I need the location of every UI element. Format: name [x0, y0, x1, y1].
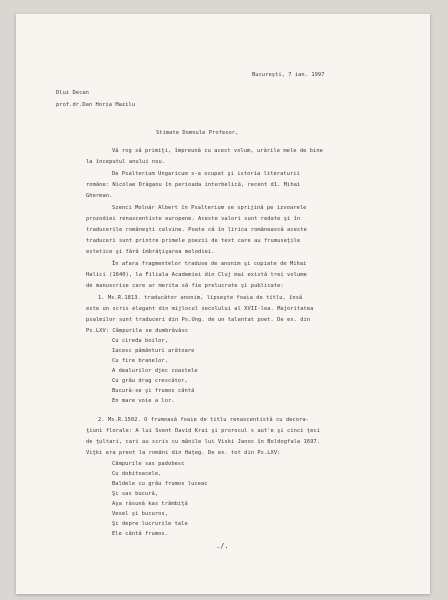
verse-line: Cu cireda boilor,	[112, 338, 169, 344]
body-line: Halici (1640), la Filiala Academiei din Cluj mai există trei volume	[86, 272, 307, 278]
verse-line: Vesel şi bucuros,	[112, 511, 169, 517]
verse-line: En mare voie a lor.	[112, 398, 175, 404]
body-line: traducerile româneşti calvine. Poate că în lirica românească aceste	[86, 227, 307, 233]
letter-page	[16, 14, 430, 594]
verse-line: Ele cântă frumos.	[112, 531, 169, 537]
verse-line: Bucură-se şi frumos cântă	[112, 388, 195, 394]
addressee-line-1: Dlui Decan	[56, 90, 89, 96]
body-line: Szenci Molnár Albert în Psalterium se sprijină pe izvoarele	[112, 205, 307, 211]
body-line: În afara fragmentelor traduse de anonim şi copiate de Mihai	[112, 261, 307, 267]
body-line: prozodiei renascentiste europene. Aceste valori sunt redate şi în	[86, 216, 301, 222]
verse-line: Câmpurile sas padobesc	[112, 461, 185, 467]
verse-line: Cu grâu drag crescător,	[112, 378, 188, 384]
page-continuation-mark: ./.	[216, 542, 229, 550]
body-line: traduceri sunt printre primele poezii de text care au frumuseţile	[86, 238, 301, 244]
body-line: de manuscrise care ar merita să fie prelucrate şi publicate:	[86, 283, 284, 289]
body-line: 2. Ms.R.1502. O frumoasă foaie de titlu renascentistă cu decora-	[98, 417, 309, 423]
verse-line: Şi depre lucrurile tale	[112, 521, 188, 527]
body-line: psalmilor sunt traduceri din Ps.Ung. de un talentat poet. De ex. din	[86, 317, 311, 323]
verse-line: Ps.LXV: Câmpurile se dumbrăvăsc	[86, 328, 189, 334]
verse-line: Aşa răsună kas trâmbiţă	[112, 501, 188, 507]
salutation: Stimate Domnule Profesor,	[156, 130, 239, 136]
verse-line: A dealurilor djec coastele	[112, 368, 198, 374]
verse-line: Cu dobitoacele,	[112, 471, 162, 477]
body-line: române: Nicolae Drăganu în perioada interbelică, recent d1. Mihai	[86, 182, 301, 188]
body-line: De Psalterium Ungaricum s-a ocupat şi istoria literaturii	[112, 171, 300, 177]
verse-line: Şi sas bucură,	[112, 491, 159, 497]
body-line: estetice şi fără îmbrăţişarea melodiei.	[86, 249, 215, 255]
verse-line: Iacesc pământuri arătoare	[112, 348, 195, 354]
body-line: Viţki era preot la români din Haţeg. De ex. tot din Ps.LXV:	[86, 450, 281, 456]
body-line: este un scris elegant din mijlocul secolului al XVII-lea. Majoritatea	[86, 306, 314, 312]
body-line: de ţultari, cari au scris cu mânile lui Viski Janos în Boldogfala 1697.	[86, 439, 320, 445]
place-date: Bucureşti, 7 ian. 1997	[252, 72, 325, 78]
body-line: Gherman.	[86, 193, 113, 199]
addressee-line-2: prof.dr.Dan Horia Mazilu	[56, 102, 136, 108]
body-line: ţiuni florale: A lui Svent David Krai şi prorocul s aut'e şi cinci ţeci	[86, 428, 320, 434]
verse-line: Cu fire branelor,	[112, 358, 169, 364]
body-line: la începutul anului nou.	[86, 159, 166, 165]
verse-line: Baldele cu grâu frumos luceac	[112, 481, 208, 487]
body-line: Vă rog să primiţi, împreună cu acest volum, urările mele de bine	[112, 148, 323, 154]
body-line: 1. Ms.R.1813. traducător anonim, lipseşte foaia de titlu, însă	[98, 295, 303, 301]
